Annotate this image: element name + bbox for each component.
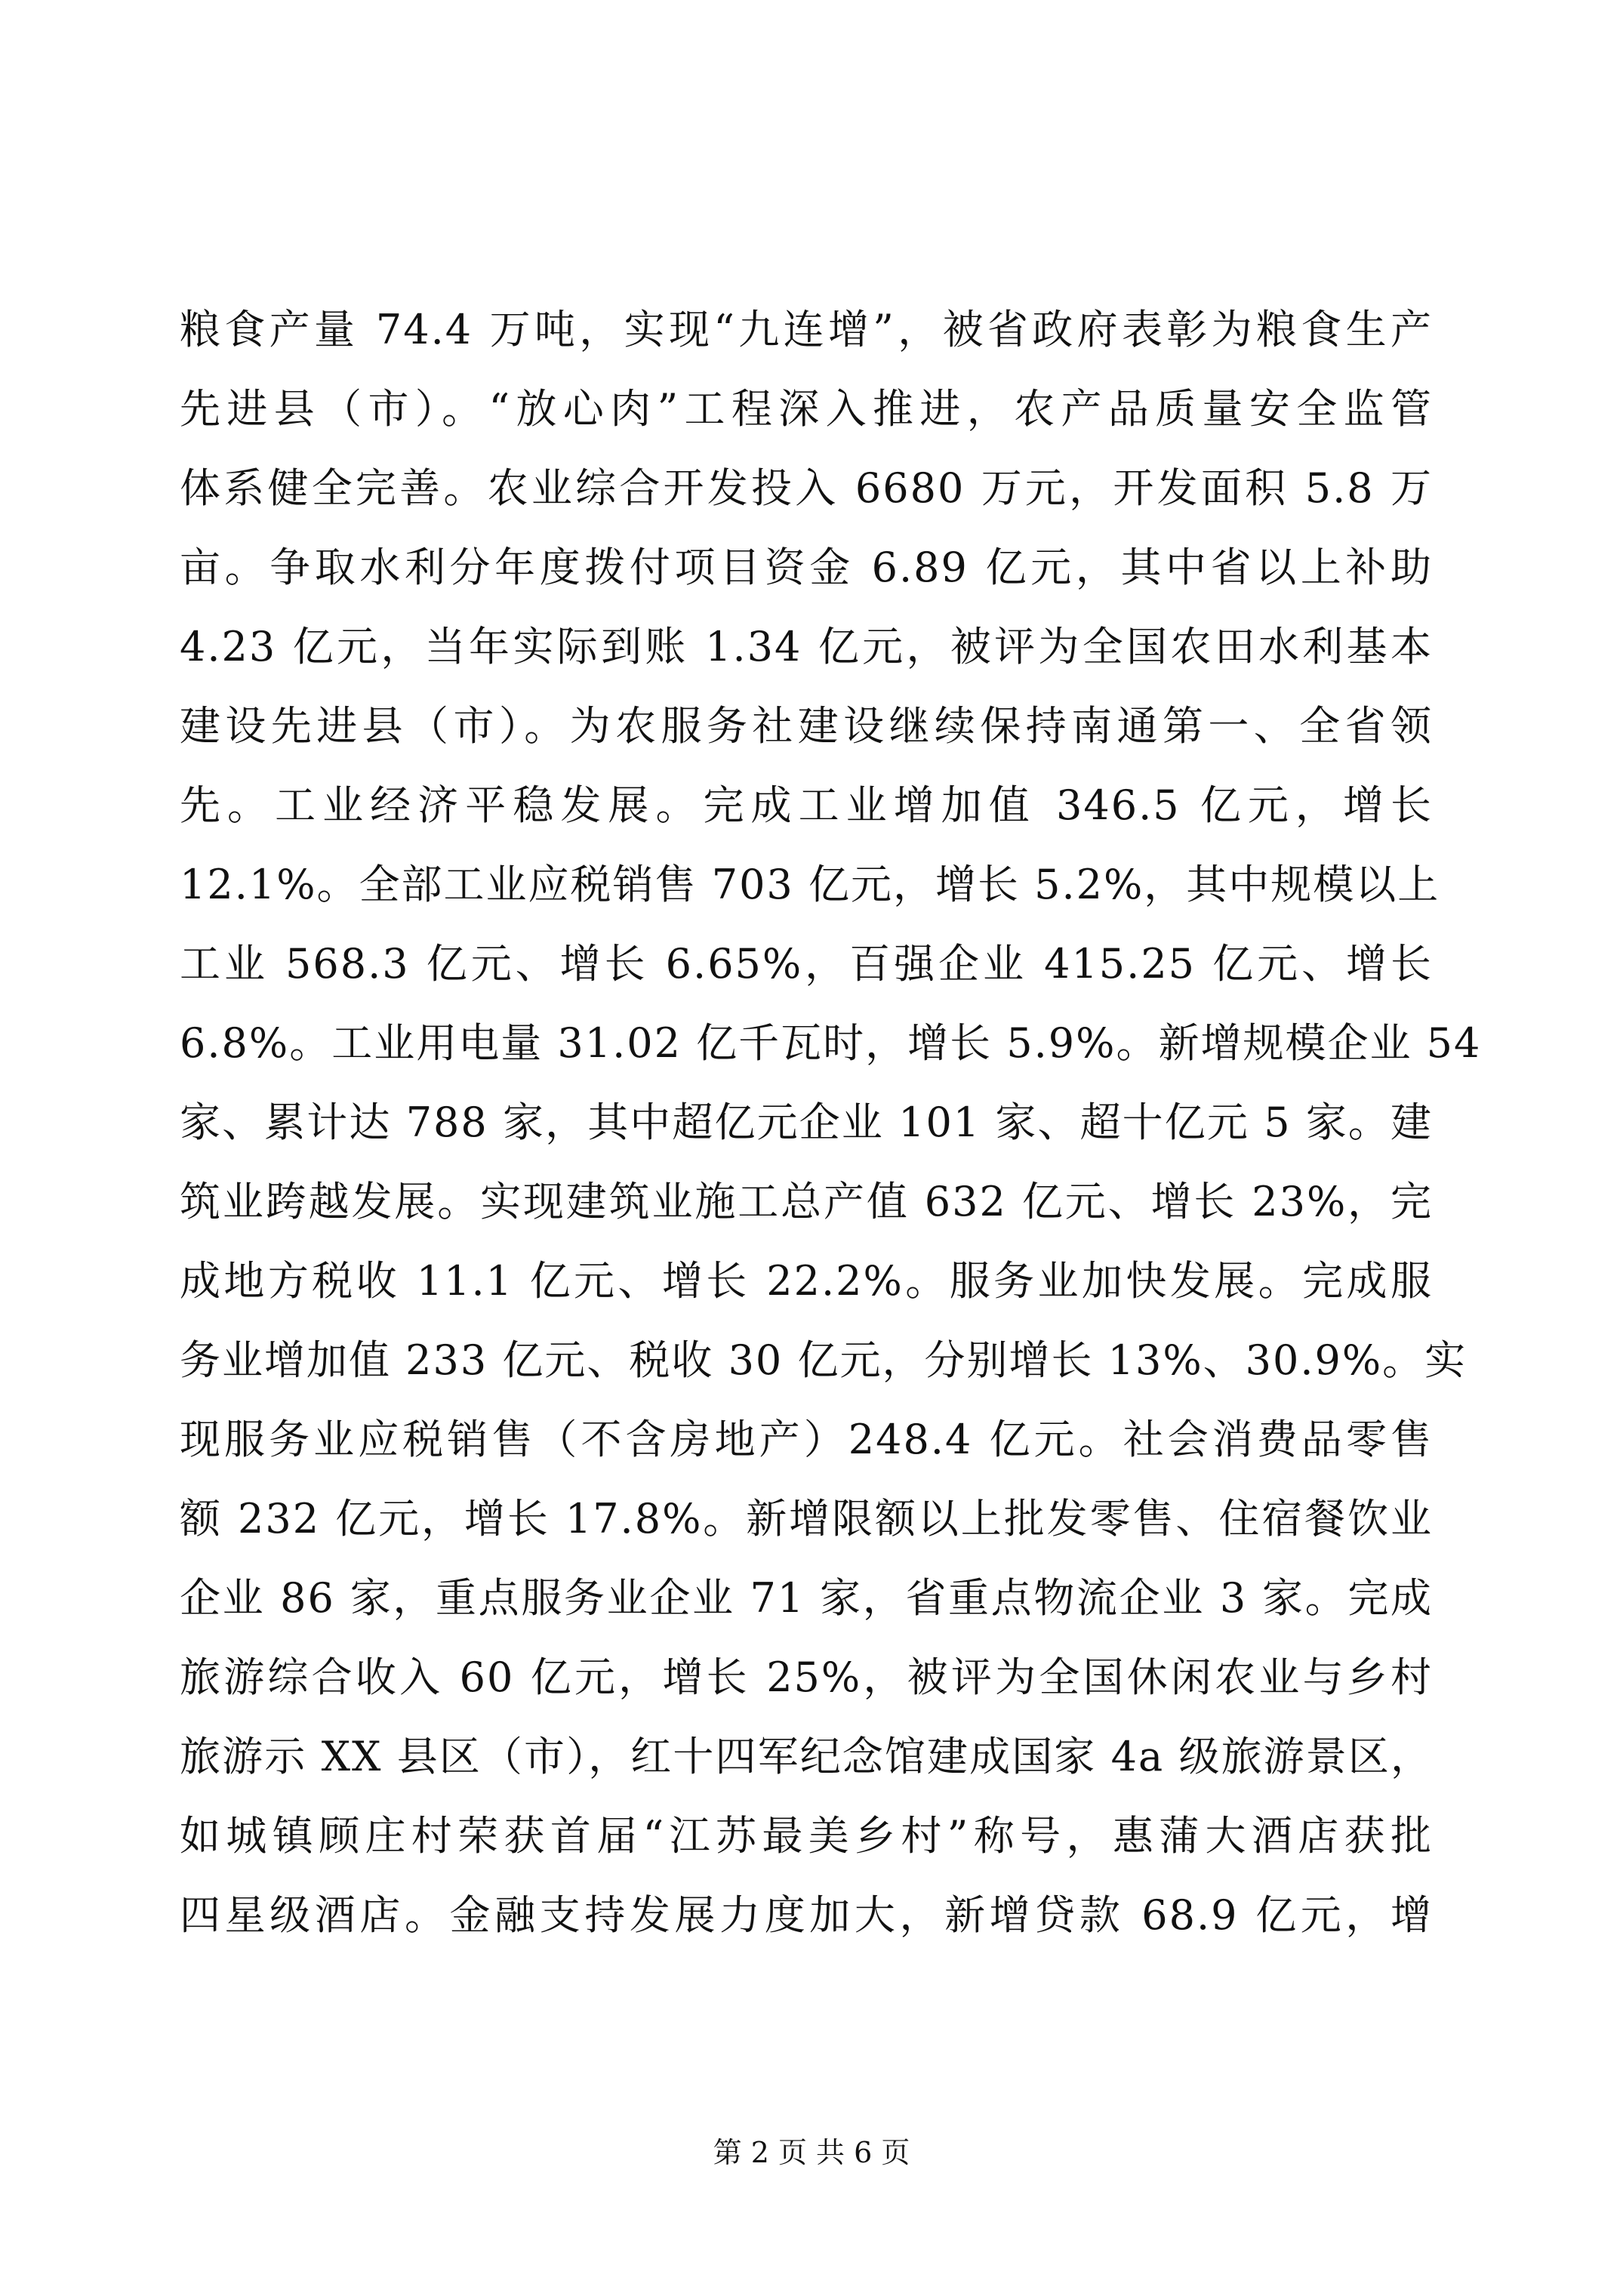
text-line: 先进县（市）。“放心肉”工程深入推进，农产品质量安全监管 xyxy=(180,385,1433,433)
text-line: 建设先进县（市）。为农服务社建设继续保持南通第一、全省领 xyxy=(180,702,1433,750)
text-line: 粮食产量 74.4 万吨，实现“九连增”，被省政府表彰为粮食生产 xyxy=(180,306,1433,353)
text-line: 成地方税收 11.1 亿元、增长 22.2%。服务业加快发展。完成服 xyxy=(180,1257,1433,1305)
text-line: 额 232 亿元，增长 17.8%。新增限额以上批发零售、住宿餐饮业 xyxy=(180,1495,1433,1542)
text-line: 四星级酒店。金融支持发展力度加大，新增贷款 68.9 亿元，增 xyxy=(180,1891,1433,1939)
text-line: 务业增加值 233 亿元、税收 30 亿元，分别增长 13%、30.9%。实 xyxy=(180,1336,1467,1384)
text-line: 4.23 亿元，当年实际到账 1.34 亿元，被评为全国农田水利基本 xyxy=(180,623,1433,670)
text-line: 旅游综合收入 60 亿元，增长 25%，被评为全国休闲农业与乡村 xyxy=(180,1653,1433,1701)
text-line: 如城镇顾庄村荣获首届“江苏最美乡村”称号，惠蒲大酒店获批 xyxy=(180,1812,1433,1860)
text-line: 亩。争取水利分年度拨付项目资金 6.89 亿元，其中省以上补助 xyxy=(180,544,1433,591)
body-text xyxy=(180,290,1482,1955)
text-line: 企业 86 家，重点服务业企业 71 家，省重点物流企业 3 家。完成 xyxy=(180,1574,1433,1622)
text-line: 6.8%。工业用电量 31.02 亿千瓦时，增长 5.9%。新增规模企业 54 xyxy=(180,1019,1482,1067)
text-line: 先。工业经济平稳发展。完成工业增加值 346.5 亿元，增长 xyxy=(180,781,1433,829)
text-line: 12.1%。全部工业应税销售 703 亿元，增长 5.2%，其中规模以上 xyxy=(180,861,1440,908)
text-line: 筑业跨越发展。实现建筑业施工总产值 632 亿元、增长 23%，完 xyxy=(180,1178,1433,1225)
page-number-footer: 第 2 页 共 6 页 xyxy=(713,2136,910,2169)
text-line: 现服务业应税销售（不含房地产）248.4 亿元。社会消费品零售 xyxy=(180,1416,1433,1463)
text-line: 旅游示 XX 县区（市），红十四军纪念馆建成国家 4a 级旅游景区， xyxy=(180,1733,1433,1780)
text-line: 体系健全完善。农业综合开发投入 6680 万元，开发面积 5.8 万 xyxy=(180,464,1433,512)
text-line: 工业 568.3 亿元、增长 6.65%，百强企业 415.25 亿元、增长 xyxy=(180,940,1433,988)
text-line: 家、累计达 788 家，其中超亿元企业 101 家、超十亿元 5 家。建 xyxy=(180,1099,1433,1146)
